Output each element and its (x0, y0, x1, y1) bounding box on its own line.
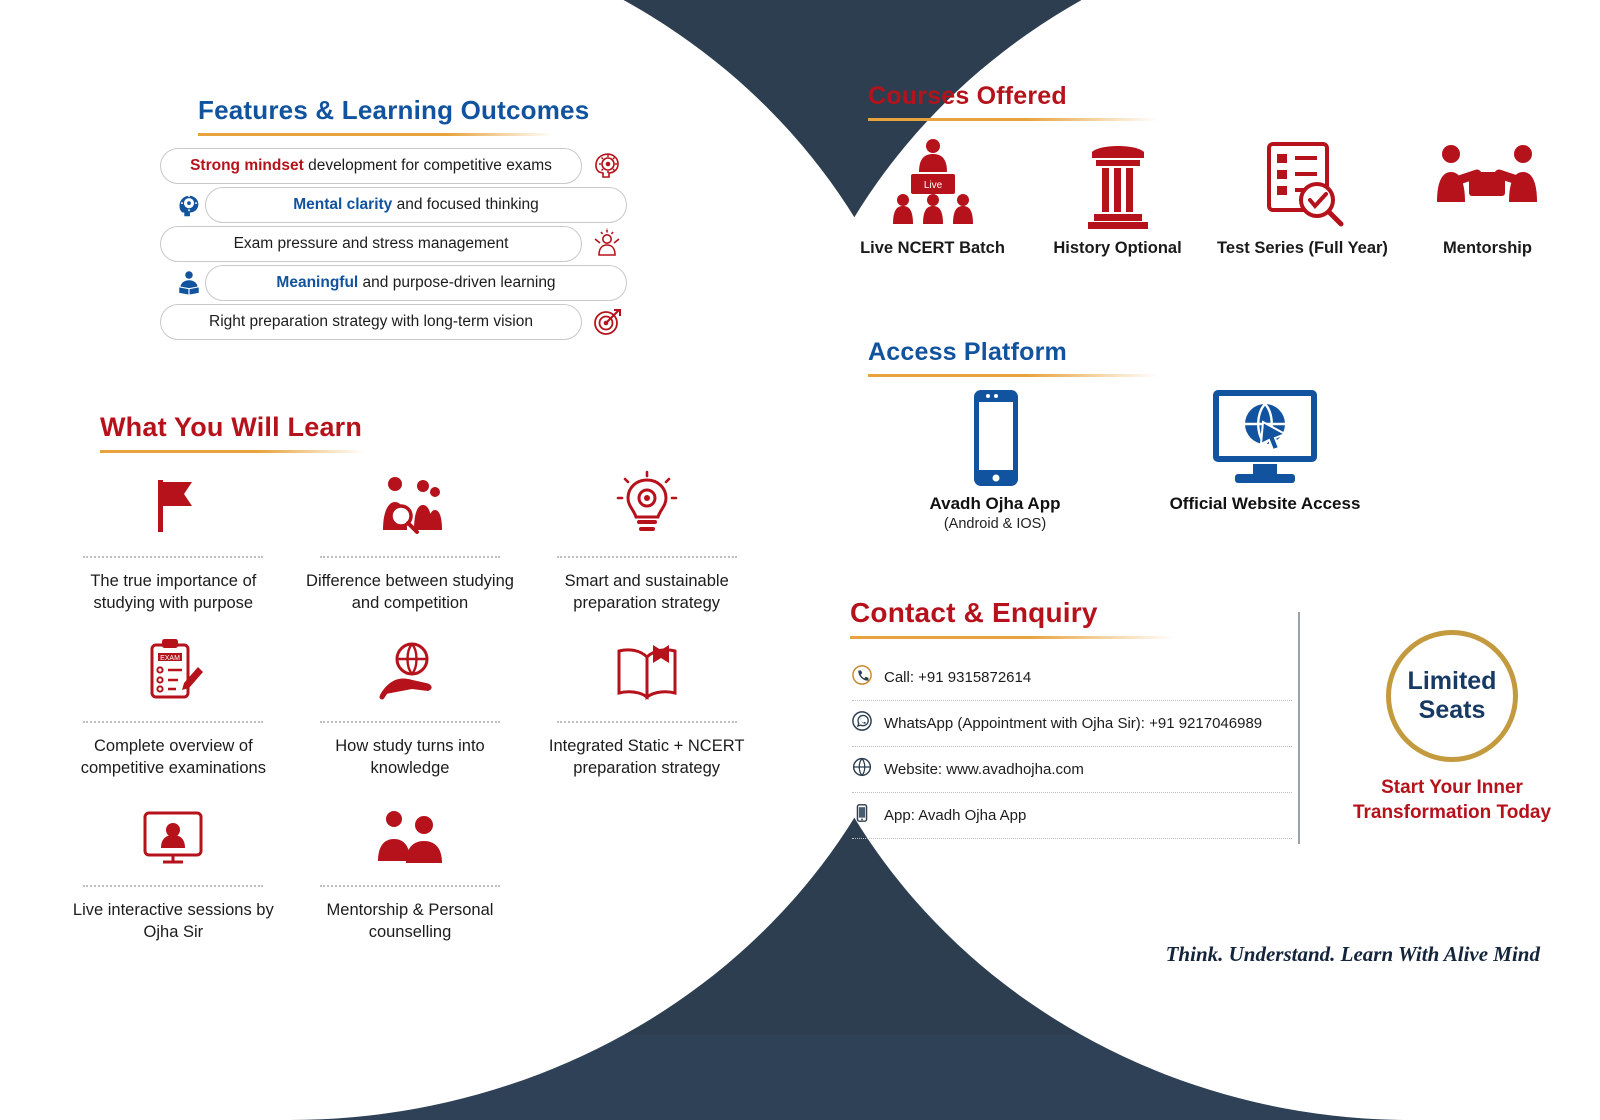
live-class-icon (840, 130, 1025, 238)
course-item (1025, 130, 1210, 259)
head-gear-icon (590, 149, 624, 183)
feature-pill (205, 265, 627, 301)
learn-item (60, 799, 287, 944)
feature-pill (205, 187, 627, 223)
divider (320, 885, 500, 887)
access-sublabel: (Android & IOS) (943, 516, 1047, 532)
features-title: Features & Learning Outcomes (198, 95, 590, 125)
features-section-header (198, 95, 589, 136)
courses-title-rule (868, 118, 1158, 121)
contact-text: WhatsApp (Appointment with Ojha Sir): +91 9217046989 (884, 715, 1263, 732)
seal-line-1: Limited (1407, 667, 1497, 696)
feature-row (155, 265, 635, 304)
course-label: Test Series (Full Year) (1217, 239, 1388, 257)
divider (557, 721, 737, 723)
feature-rest-text: Right preparation strategy with long-term vision (209, 313, 533, 330)
contact-text: App: Avadh Ojha App (884, 807, 1027, 824)
learn-item (533, 470, 760, 615)
learn-label: Smart and sustainable preparation strategy (564, 572, 729, 613)
learn-label: Difference between studying and competition (306, 572, 514, 613)
access-item (880, 382, 1110, 532)
course-label: Live NCERT Batch (860, 239, 1005, 257)
contact-title-rule (850, 636, 1175, 639)
learn-item-empty (533, 799, 760, 944)
feature-pill (160, 148, 582, 184)
access-section-header (868, 338, 1158, 377)
bulb-gear-icon (533, 470, 760, 542)
contact-item-call[interactable] (852, 655, 1292, 701)
hand-globe-icon (297, 635, 524, 707)
learn-item (533, 635, 760, 780)
seal-subtext: Start Your Inner Transformation Today (1352, 777, 1552, 823)
feature-row (155, 304, 635, 343)
pillar-icon (1025, 130, 1210, 238)
course-label: Mentorship (1443, 239, 1532, 257)
reading-person-icon (172, 266, 206, 300)
features-pill-list (155, 148, 635, 343)
feature-rest-text: and focused thinking (392, 196, 539, 213)
flag-icon (60, 470, 287, 542)
app-icon (852, 803, 872, 828)
contact-title: Contact & Enquiry (850, 597, 1098, 628)
feature-row (155, 226, 635, 265)
access-title: Access Platform (868, 338, 1067, 366)
access-label: Official Website Access (1169, 494, 1361, 513)
access-title-rule (868, 374, 1158, 377)
tagline: Think. Understand. Learn With Alive Mind (1165, 942, 1540, 966)
feature-rest-text: development for competitive exams (303, 157, 552, 174)
test-series-icon (1210, 130, 1395, 238)
svg-text:Live: Live (923, 180, 942, 191)
access-row (880, 382, 1380, 532)
left-column (0, 0, 790, 1035)
learn-item (297, 799, 524, 944)
divider (320, 556, 500, 558)
feature-pill (160, 304, 582, 340)
feature-strong-text: Meaningful (276, 274, 359, 291)
seal-line-2: Seats (1418, 696, 1486, 724)
learn-label: Mentorship & Personal counselling (326, 901, 494, 942)
course-item (1395, 130, 1580, 259)
target-arrow-icon (590, 305, 624, 339)
learn-section-header (100, 412, 365, 453)
courses-row (840, 130, 1580, 259)
contact-list (852, 655, 1292, 839)
feature-row (155, 187, 635, 226)
feature-rest-text: Exam pressure and stress management (233, 235, 509, 252)
learn-item (297, 470, 524, 615)
seal-circle (1386, 630, 1518, 762)
feature-strong-text: Strong mindset (190, 157, 304, 174)
whatsapp-icon (852, 711, 872, 736)
learn-label: Integrated Static + NCERT preparation strategy (548, 736, 745, 777)
mentorship-icon (297, 799, 524, 871)
learn-label: Live interactive sessions by Ojha Sir (72, 901, 274, 942)
learn-label: Complete overview of competitive examinations (80, 736, 266, 777)
limited-seats-seal (1332, 630, 1572, 825)
courses-section-header (868, 82, 1158, 121)
features-title-rule (198, 133, 553, 136)
exam-clipboard-icon (60, 635, 287, 707)
learn-item (60, 635, 287, 780)
learn-item (297, 635, 524, 780)
live-monitor-icon (60, 799, 287, 871)
course-item (840, 130, 1025, 259)
contact-item-website[interactable] (852, 747, 1292, 793)
divider (83, 556, 263, 558)
feature-pill (160, 226, 582, 262)
globe-icon (852, 757, 872, 782)
right-column (820, 0, 1600, 1035)
brain-gear-icon (172, 188, 206, 222)
divider (83, 721, 263, 723)
desktop-globe-icon (1150, 382, 1380, 494)
contact-item-whatsapp[interactable] (852, 701, 1292, 747)
compare-people-icon (297, 470, 524, 542)
vertical-divider (1298, 612, 1300, 844)
contact-text: Call: +91 9315872614 (884, 669, 1032, 686)
access-item (1150, 382, 1380, 532)
contact-section-header (850, 597, 1175, 639)
open-book-icon (533, 635, 760, 707)
learn-item (60, 470, 287, 615)
learn-grid (60, 470, 760, 944)
contact-text: Website: www.avadhojha.com (884, 761, 1084, 778)
mentorship-handshake-icon (1395, 130, 1580, 238)
phone-icon (852, 665, 872, 690)
learn-label: The true importance of studying with purpose (90, 572, 257, 613)
stress-person-icon (590, 227, 624, 261)
feature-rest-text: and purpose-driven learning (358, 274, 556, 291)
learn-label: How study turns into knowledge (335, 736, 485, 777)
course-label: History Optional (1053, 239, 1182, 257)
courses-title: Courses Offered (868, 82, 1067, 110)
course-item (1210, 130, 1395, 259)
mobile-phone-icon (880, 382, 1110, 494)
contact-item-app[interactable] (852, 793, 1292, 839)
learn-title: What You Will Learn (100, 412, 363, 442)
divider (320, 721, 500, 723)
svg-text:EXAM: EXAM (160, 654, 181, 662)
feature-strong-text: Mental clarity (293, 196, 393, 213)
access-label: Avadh Ojha App (929, 494, 1061, 513)
feature-row (155, 148, 635, 187)
svg-text:!!: !! (605, 227, 609, 232)
divider (83, 885, 263, 887)
learn-title-rule (100, 450, 365, 453)
divider (557, 556, 737, 558)
